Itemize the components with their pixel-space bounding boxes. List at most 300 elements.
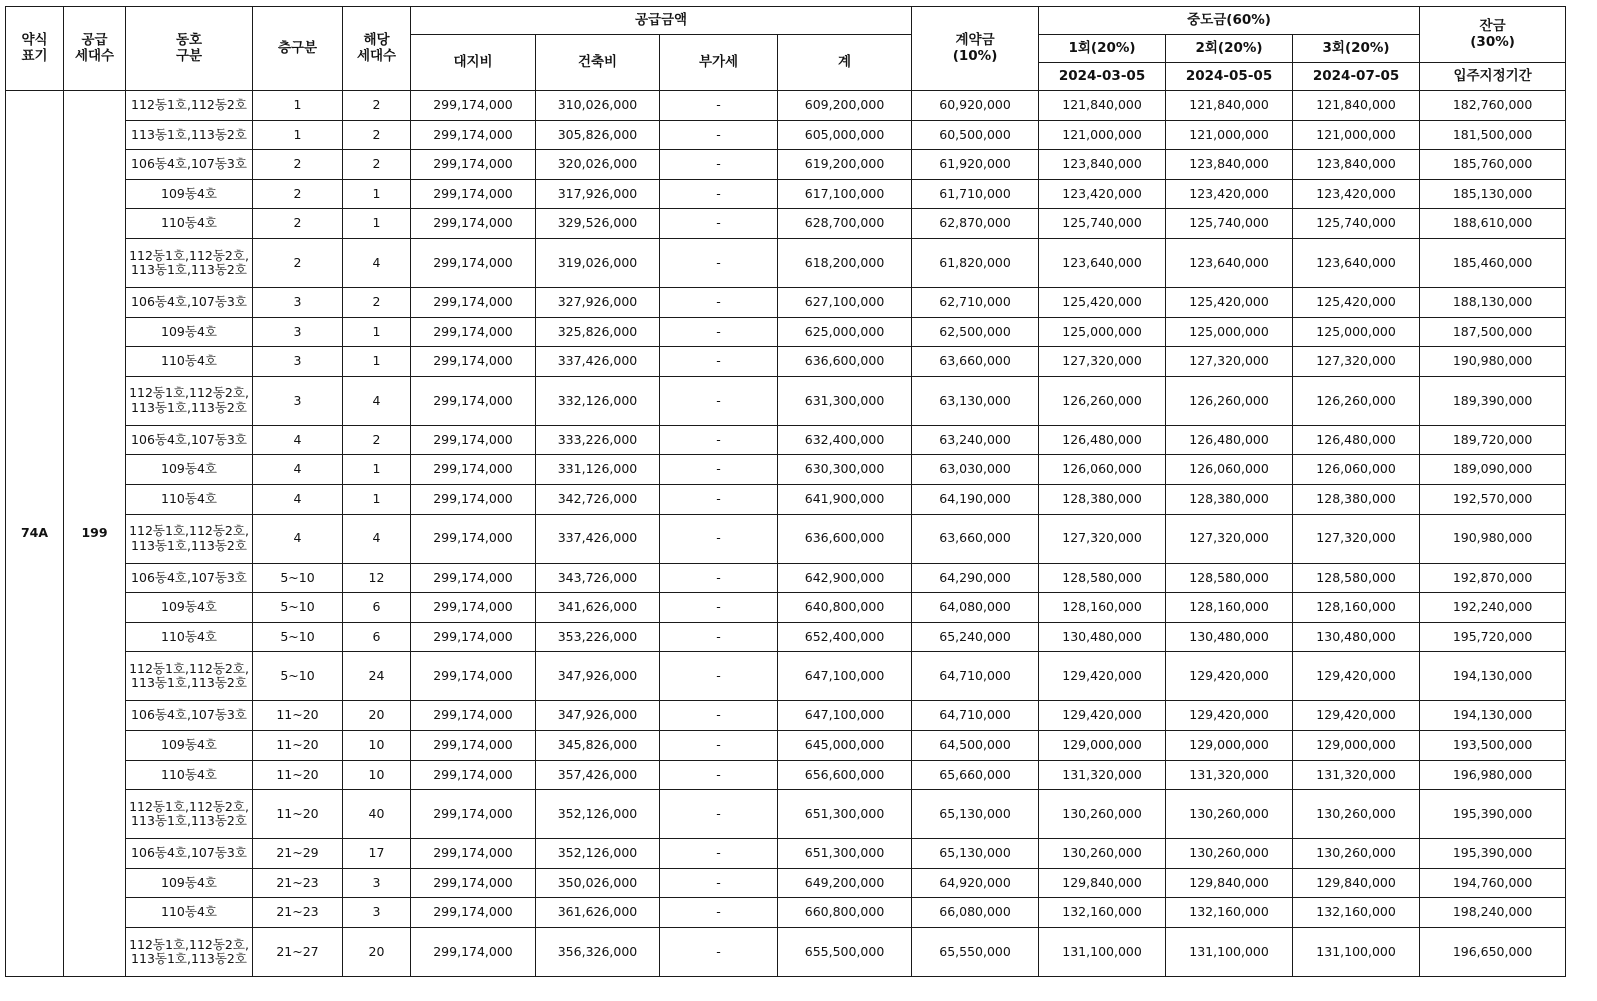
cell-middle-1: 131,320,000 [1039, 760, 1166, 790]
table-row [6, 484, 1566, 514]
cell-vat: - [660, 238, 778, 287]
cell-vat: - [660, 287, 778, 317]
cell-floor: 2 [253, 179, 343, 209]
cell-middle-2: 129,420,000 [1166, 652, 1293, 701]
cell-dong-ho: 110동4호 [126, 760, 253, 790]
cell-building: 350,026,000 [536, 868, 660, 898]
cell-contract: 65,130,000 [912, 790, 1039, 839]
cell-building: 319,026,000 [536, 238, 660, 287]
header-balance: 잔금 (30%) [1420, 7, 1566, 63]
cell-vat: - [660, 91, 778, 121]
cell-building: 352,126,000 [536, 839, 660, 869]
cell-floor: 2 [253, 209, 343, 239]
cell-middle-1: 125,740,000 [1039, 209, 1166, 239]
cell-middle-2: 126,060,000 [1166, 455, 1293, 485]
cell-middle-3: 126,260,000 [1293, 376, 1420, 425]
header-balance-date: 입주지정기간 [1420, 63, 1566, 91]
cell-land: 299,174,000 [411, 287, 536, 317]
cell-floor: 11~20 [253, 730, 343, 760]
table-row [6, 839, 1566, 869]
cell-total: 652,400,000 [778, 622, 912, 652]
cell-land: 299,174,000 [411, 179, 536, 209]
cell-contract: 65,240,000 [912, 622, 1039, 652]
cell-floor: 5~10 [253, 652, 343, 701]
cell-total: 632,400,000 [778, 425, 912, 455]
cell-total: 609,200,000 [778, 91, 912, 121]
cell-land: 299,174,000 [411, 425, 536, 455]
cell-units: 2 [343, 150, 411, 180]
cell-contract: 64,710,000 [912, 701, 1039, 731]
cell-contract: 65,550,000 [912, 927, 1039, 976]
header-middle: 중도금(60%) [1039, 7, 1420, 35]
cell-middle-3: 130,480,000 [1293, 622, 1420, 652]
cell-land: 299,174,000 [411, 622, 536, 652]
cell-dong-ho: 112동1호,112동2호, 113동1호,113동2호 [126, 514, 253, 563]
cell-middle-2: 123,840,000 [1166, 150, 1293, 180]
cell-middle-2: 129,000,000 [1166, 730, 1293, 760]
cell-balance: 194,130,000 [1420, 652, 1566, 701]
table-row [6, 563, 1566, 593]
cell-balance: 181,500,000 [1420, 120, 1566, 150]
cell-dong-ho: 109동4호 [126, 593, 253, 623]
cell-middle-2: 128,160,000 [1166, 593, 1293, 623]
cell-land: 299,174,000 [411, 91, 536, 121]
cell-middle-3: 129,420,000 [1293, 701, 1420, 731]
cell-middle-3: 130,260,000 [1293, 839, 1420, 869]
cell-contract: 62,500,000 [912, 317, 1039, 347]
header-middle-1: 1회(20%) [1039, 35, 1166, 63]
cell-middle-1: 121,840,000 [1039, 91, 1166, 121]
cell-middle-1: 126,260,000 [1039, 376, 1166, 425]
cell-dong-ho: 106동4호,107동3호 [126, 701, 253, 731]
cell-units: 4 [343, 238, 411, 287]
cell-floor: 4 [253, 484, 343, 514]
table-row [6, 347, 1566, 377]
cell-dong-ho: 109동4호 [126, 868, 253, 898]
cell-floor: 11~20 [253, 790, 343, 839]
cell-dong-ho: 106동4호,107동3호 [126, 150, 253, 180]
cell-vat: - [660, 484, 778, 514]
cell-type-code: 74A [6, 91, 64, 977]
cell-middle-1: 128,380,000 [1039, 484, 1166, 514]
cell-land: 299,174,000 [411, 317, 536, 347]
cell-floor: 11~20 [253, 701, 343, 731]
cell-contract: 62,710,000 [912, 287, 1039, 317]
cell-total: 651,300,000 [778, 790, 912, 839]
cell-floor: 5~10 [253, 563, 343, 593]
cell-balance: 198,240,000 [1420, 898, 1566, 928]
cell-contract: 60,500,000 [912, 120, 1039, 150]
header-land: 대지비 [411, 35, 536, 91]
cell-total: 647,100,000 [778, 701, 912, 731]
cell-middle-2: 130,260,000 [1166, 790, 1293, 839]
cell-dong-ho: 106동4호,107동3호 [126, 563, 253, 593]
cell-total: 641,900,000 [778, 484, 912, 514]
header-middle-1-date: 2024-03-05 [1039, 63, 1166, 91]
cell-building: 342,726,000 [536, 484, 660, 514]
cell-middle-2: 128,580,000 [1166, 563, 1293, 593]
cell-land: 299,174,000 [411, 563, 536, 593]
header-middle-2-date: 2024-05-05 [1166, 63, 1293, 91]
cell-middle-1: 130,260,000 [1039, 790, 1166, 839]
cell-land: 299,174,000 [411, 730, 536, 760]
cell-land: 299,174,000 [411, 701, 536, 731]
cell-vat: - [660, 179, 778, 209]
cell-middle-2: 126,260,000 [1166, 376, 1293, 425]
cell-middle-2: 130,480,000 [1166, 622, 1293, 652]
cell-units: 3 [343, 868, 411, 898]
table-row [6, 593, 1566, 623]
cell-balance: 189,090,000 [1420, 455, 1566, 485]
cell-dong-ho: 110동4호 [126, 347, 253, 377]
cell-dong-ho: 109동4호 [126, 317, 253, 347]
cell-floor: 1 [253, 91, 343, 121]
table-row [6, 790, 1566, 839]
table-row [6, 868, 1566, 898]
cell-vat: - [660, 563, 778, 593]
cell-dong-ho: 112동1호,112동2호, 113동1호,113동2호 [126, 790, 253, 839]
cell-dong-ho: 109동4호 [126, 179, 253, 209]
cell-middle-1: 125,000,000 [1039, 317, 1166, 347]
cell-units: 4 [343, 514, 411, 563]
cell-contract: 64,710,000 [912, 652, 1039, 701]
cell-total: 656,600,000 [778, 760, 912, 790]
cell-contract: 65,660,000 [912, 760, 1039, 790]
cell-land: 299,174,000 [411, 347, 536, 377]
cell-building: 356,326,000 [536, 927, 660, 976]
cell-total: 640,800,000 [778, 593, 912, 623]
cell-units: 24 [343, 652, 411, 701]
cell-contract: 64,290,000 [912, 563, 1039, 593]
cell-units: 6 [343, 622, 411, 652]
cell-vat: - [660, 622, 778, 652]
cell-middle-1: 127,320,000 [1039, 514, 1166, 563]
cell-middle-2: 125,000,000 [1166, 317, 1293, 347]
cell-vat: - [660, 652, 778, 701]
cell-vat: - [660, 790, 778, 839]
cell-middle-3: 129,420,000 [1293, 652, 1420, 701]
cell-vat: - [660, 760, 778, 790]
cell-middle-2: 129,840,000 [1166, 868, 1293, 898]
table-row [6, 150, 1566, 180]
cell-units: 6 [343, 593, 411, 623]
cell-middle-3: 128,380,000 [1293, 484, 1420, 514]
table-row [6, 701, 1566, 731]
table-row [6, 455, 1566, 485]
cell-total: 617,100,000 [778, 179, 912, 209]
cell-dong-ho: 110동4호 [126, 898, 253, 928]
header-type-code: 약식 표기 [6, 7, 64, 91]
cell-units: 1 [343, 484, 411, 514]
cell-building: 352,126,000 [536, 790, 660, 839]
header-building: 건축비 [536, 35, 660, 91]
cell-balance: 192,570,000 [1420, 484, 1566, 514]
header-units: 해당 세대수 [343, 7, 411, 91]
header-total: 계 [778, 35, 912, 91]
cell-units: 3 [343, 898, 411, 928]
cell-middle-3: 123,840,000 [1293, 150, 1420, 180]
cell-middle-3: 125,000,000 [1293, 317, 1420, 347]
cell-middle-2: 121,000,000 [1166, 120, 1293, 150]
cell-contract: 63,660,000 [912, 347, 1039, 377]
cell-building: 310,026,000 [536, 91, 660, 121]
cell-middle-2: 130,260,000 [1166, 839, 1293, 869]
cell-middle-3: 129,840,000 [1293, 868, 1420, 898]
cell-vat: - [660, 425, 778, 455]
cell-floor: 21~23 [253, 898, 343, 928]
cell-total: 642,900,000 [778, 563, 912, 593]
cell-dong-ho: 110동4호 [126, 622, 253, 652]
header-middle-3-date: 2024-07-05 [1293, 63, 1420, 91]
cell-middle-2: 123,420,000 [1166, 179, 1293, 209]
cell-vat: - [660, 317, 778, 347]
cell-middle-2: 125,420,000 [1166, 287, 1293, 317]
cell-units: 1 [343, 347, 411, 377]
cell-building: 325,826,000 [536, 317, 660, 347]
cell-floor: 1 [253, 120, 343, 150]
cell-units: 1 [343, 179, 411, 209]
cell-contract: 60,920,000 [912, 91, 1039, 121]
cell-contract: 64,920,000 [912, 868, 1039, 898]
cell-building: 347,926,000 [536, 701, 660, 731]
cell-middle-1: 125,420,000 [1039, 287, 1166, 317]
cell-balance: 196,650,000 [1420, 927, 1566, 976]
cell-middle-2: 127,320,000 [1166, 514, 1293, 563]
cell-balance: 192,240,000 [1420, 593, 1566, 623]
cell-dong-ho: 110동4호 [126, 209, 253, 239]
cell-building: 341,626,000 [536, 593, 660, 623]
cell-total: 645,000,000 [778, 730, 912, 760]
cell-middle-1: 128,580,000 [1039, 563, 1166, 593]
cell-vat: - [660, 730, 778, 760]
cell-units: 10 [343, 760, 411, 790]
cell-total: 619,200,000 [778, 150, 912, 180]
cell-balance: 185,460,000 [1420, 238, 1566, 287]
cell-floor: 5~10 [253, 622, 343, 652]
cell-building: 353,226,000 [536, 622, 660, 652]
cell-land: 299,174,000 [411, 839, 536, 869]
cell-vat: - [660, 347, 778, 377]
cell-balance: 192,870,000 [1420, 563, 1566, 593]
cell-balance: 188,610,000 [1420, 209, 1566, 239]
cell-middle-3: 130,260,000 [1293, 790, 1420, 839]
cell-balance: 195,720,000 [1420, 622, 1566, 652]
cell-land: 299,174,000 [411, 209, 536, 239]
cell-contract: 63,240,000 [912, 425, 1039, 455]
cell-units: 40 [343, 790, 411, 839]
cell-land: 299,174,000 [411, 120, 536, 150]
cell-dong-ho: 112동1호,112동2호, 113동1호,113동2호 [126, 927, 253, 976]
table-row [6, 120, 1566, 150]
cell-vat: - [660, 514, 778, 563]
table-row [6, 287, 1566, 317]
cell-middle-1: 128,160,000 [1039, 593, 1166, 623]
cell-middle-3: 132,160,000 [1293, 898, 1420, 928]
cell-building: 361,626,000 [536, 898, 660, 928]
cell-middle-2: 125,740,000 [1166, 209, 1293, 239]
cell-contract: 64,190,000 [912, 484, 1039, 514]
cell-contract: 61,710,000 [912, 179, 1039, 209]
cell-floor: 3 [253, 347, 343, 377]
cell-balance: 189,720,000 [1420, 425, 1566, 455]
cell-middle-1: 129,840,000 [1039, 868, 1166, 898]
header-dong-ho: 동호 구분 [126, 7, 253, 91]
header-vat: 부가세 [660, 35, 778, 91]
cell-middle-1: 126,480,000 [1039, 425, 1166, 455]
cell-units: 2 [343, 91, 411, 121]
cell-units: 2 [343, 120, 411, 150]
cell-total: 636,600,000 [778, 347, 912, 377]
header-supply-amount: 공급금액 [411, 7, 912, 35]
cell-balance: 190,980,000 [1420, 347, 1566, 377]
cell-land: 299,174,000 [411, 376, 536, 425]
cell-total: 636,600,000 [778, 514, 912, 563]
cell-total: 630,300,000 [778, 455, 912, 485]
cell-middle-1: 130,480,000 [1039, 622, 1166, 652]
cell-building: 345,826,000 [536, 730, 660, 760]
cell-balance: 188,130,000 [1420, 287, 1566, 317]
cell-middle-2: 131,320,000 [1166, 760, 1293, 790]
table-row [6, 927, 1566, 976]
table-row [6, 760, 1566, 790]
cell-middle-1: 123,420,000 [1039, 179, 1166, 209]
cell-balance: 182,760,000 [1420, 91, 1566, 121]
cell-dong-ho: 106동4호,107동3호 [126, 425, 253, 455]
cell-floor: 3 [253, 317, 343, 347]
cell-units: 1 [343, 317, 411, 347]
cell-floor: 2 [253, 150, 343, 180]
cell-balance: 195,390,000 [1420, 790, 1566, 839]
cell-floor: 21~27 [253, 927, 343, 976]
cell-contract: 66,080,000 [912, 898, 1039, 928]
cell-balance: 194,130,000 [1420, 701, 1566, 731]
header-contract: 계약금 (10%) [912, 7, 1039, 91]
cell-units: 17 [343, 839, 411, 869]
cell-dong-ho: 112동1호,112동2호, 113동1호,113동2호 [126, 376, 253, 425]
cell-contract: 64,500,000 [912, 730, 1039, 760]
cell-floor: 3 [253, 287, 343, 317]
cell-dong-ho: 109동4호 [126, 730, 253, 760]
cell-middle-3: 123,420,000 [1293, 179, 1420, 209]
cell-total: 628,700,000 [778, 209, 912, 239]
cell-balance: 189,390,000 [1420, 376, 1566, 425]
cell-middle-2: 123,640,000 [1166, 238, 1293, 287]
cell-middle-3: 128,580,000 [1293, 563, 1420, 593]
table-body [6, 91, 1566, 977]
cell-contract: 61,920,000 [912, 150, 1039, 180]
cell-balance: 195,390,000 [1420, 839, 1566, 869]
cell-middle-1: 123,840,000 [1039, 150, 1166, 180]
table-row [6, 179, 1566, 209]
cell-middle-3: 128,160,000 [1293, 593, 1420, 623]
header-supply-units: 공급 세대수 [64, 7, 126, 91]
cell-contract: 63,660,000 [912, 514, 1039, 563]
cell-vat: - [660, 868, 778, 898]
table-row [6, 652, 1566, 701]
cell-vat: - [660, 839, 778, 869]
cell-middle-2: 128,380,000 [1166, 484, 1293, 514]
cell-floor: 4 [253, 425, 343, 455]
cell-floor: 5~10 [253, 593, 343, 623]
cell-units: 2 [343, 287, 411, 317]
cell-units: 1 [343, 209, 411, 239]
cell-dong-ho: 113동1호,113동2호 [126, 120, 253, 150]
cell-land: 299,174,000 [411, 927, 536, 976]
cell-total: 631,300,000 [778, 376, 912, 425]
cell-total: 627,100,000 [778, 287, 912, 317]
cell-building: 329,526,000 [536, 209, 660, 239]
cell-floor: 4 [253, 455, 343, 485]
cell-contract: 63,130,000 [912, 376, 1039, 425]
price-table [5, 6, 1566, 977]
cell-total: 655,500,000 [778, 927, 912, 976]
cell-building: 343,726,000 [536, 563, 660, 593]
cell-middle-2: 127,320,000 [1166, 347, 1293, 377]
cell-building: 305,826,000 [536, 120, 660, 150]
cell-building: 327,926,000 [536, 287, 660, 317]
cell-building: 337,426,000 [536, 514, 660, 563]
cell-vat: - [660, 593, 778, 623]
cell-contract: 62,870,000 [912, 209, 1039, 239]
table-row [6, 730, 1566, 760]
cell-floor: 21~29 [253, 839, 343, 869]
cell-vat: - [660, 209, 778, 239]
cell-dong-ho: 106동4호,107동3호 [126, 287, 253, 317]
cell-vat: - [660, 120, 778, 150]
cell-supply-units: 199 [64, 91, 126, 977]
cell-middle-3: 131,320,000 [1293, 760, 1420, 790]
cell-balance: 196,980,000 [1420, 760, 1566, 790]
cell-middle-1: 126,060,000 [1039, 455, 1166, 485]
cell-balance: 194,760,000 [1420, 868, 1566, 898]
cell-middle-1: 129,000,000 [1039, 730, 1166, 760]
cell-middle-1: 132,160,000 [1039, 898, 1166, 928]
cell-vat: - [660, 898, 778, 928]
cell-land: 299,174,000 [411, 150, 536, 180]
cell-units: 10 [343, 730, 411, 760]
cell-middle-3: 125,420,000 [1293, 287, 1420, 317]
cell-vat: - [660, 376, 778, 425]
cell-total: 660,800,000 [778, 898, 912, 928]
cell-dong-ho: 109동4호 [126, 455, 253, 485]
cell-contract: 65,130,000 [912, 839, 1039, 869]
table-header [6, 7, 1566, 91]
cell-dong-ho: 112동1호,112동2호 [126, 91, 253, 121]
cell-total: 605,000,000 [778, 120, 912, 150]
cell-middle-1: 127,320,000 [1039, 347, 1166, 377]
cell-floor: 11~20 [253, 760, 343, 790]
cell-land: 299,174,000 [411, 652, 536, 701]
table-row [6, 425, 1566, 455]
cell-vat: - [660, 455, 778, 485]
cell-contract: 64,080,000 [912, 593, 1039, 623]
cell-land: 299,174,000 [411, 238, 536, 287]
cell-balance: 185,760,000 [1420, 150, 1566, 180]
cell-contract: 61,820,000 [912, 238, 1039, 287]
header-middle-3: 3회(20%) [1293, 35, 1420, 63]
cell-middle-1: 130,260,000 [1039, 839, 1166, 869]
cell-balance: 185,130,000 [1420, 179, 1566, 209]
cell-middle-1: 129,420,000 [1039, 701, 1166, 731]
cell-middle-3: 121,840,000 [1293, 91, 1420, 121]
cell-middle-3: 131,100,000 [1293, 927, 1420, 976]
cell-units: 12 [343, 563, 411, 593]
table-row [6, 898, 1566, 928]
table-row [6, 622, 1566, 652]
cell-balance: 193,500,000 [1420, 730, 1566, 760]
cell-dong-ho: 110동4호 [126, 484, 253, 514]
cell-middle-3: 127,320,000 [1293, 347, 1420, 377]
